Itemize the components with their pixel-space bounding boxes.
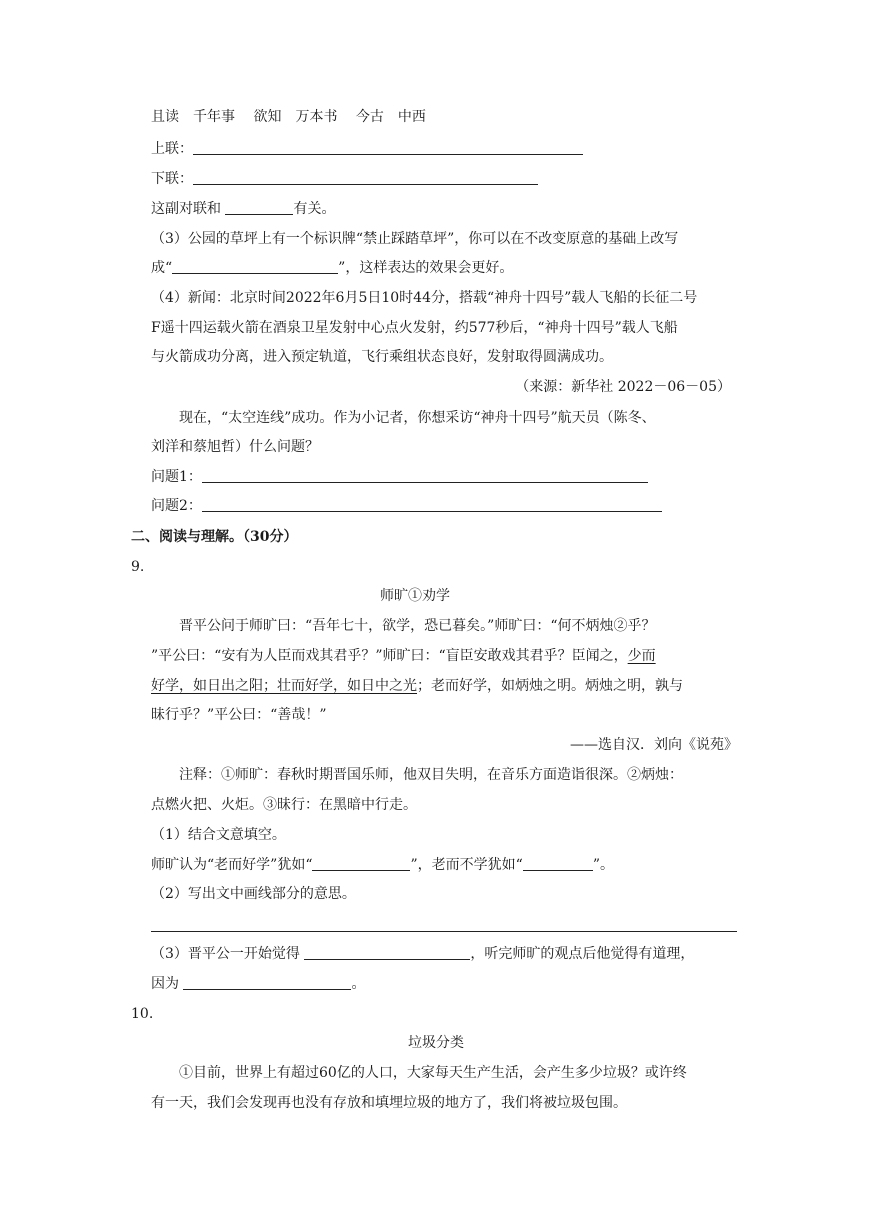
q9-title: 师旷①劝学 xyxy=(380,588,450,604)
q9-sub3-because: 因为 xyxy=(151,976,184,992)
q9-note-line2: 点燃火把、火炬。③昧行：在黑暗中行走。 xyxy=(151,797,417,813)
q3-line1: （3）公园的草坪上有一个标识牌“禁止踩踏草坪”，你可以在不改变原意的基础上改写 xyxy=(151,231,679,247)
q4-question1-label: 问题1： xyxy=(151,469,202,485)
q9-sub3-line2 xyxy=(151,974,365,994)
lower-couplet-line xyxy=(151,169,538,189)
q9-fill-blank2[interactable] xyxy=(523,856,593,871)
q3-line2 xyxy=(151,258,513,278)
q9-sub3-post: ，听完师旷的观点后他觉得有道理， xyxy=(470,946,695,962)
couplet-related-blank[interactable] xyxy=(225,200,293,215)
q9-sub2-answer-line[interactable] xyxy=(151,931,737,932)
q3-rewrite-blank[interactable] xyxy=(172,259,338,274)
q4-line3: 与火箭成功分离，进入预定轨道，飞行乘组状态良好，发射取得圆满成功。 xyxy=(151,349,613,365)
q9-sub3-line1 xyxy=(151,944,694,964)
q9-para-line4: 昧行乎？”平公曰：“善哉！” xyxy=(151,707,327,723)
q9-fill-mid: ”，老而不学犹如“ xyxy=(410,857,523,873)
upper-couplet-line xyxy=(151,139,583,159)
q9-fill-pre: 师旷认为“老而好学”犹如“ xyxy=(151,857,313,873)
couplet-related-pre: 这副对联和 xyxy=(151,201,226,217)
q4-question2-label: 问题2： xyxy=(151,498,202,514)
q9-fill-blank1[interactable] xyxy=(312,856,410,871)
q9-sub3-pre: （3）晋平公一开始觉得 xyxy=(151,946,305,962)
couplet-words: 且读 千年事 欲知 万本书 今古 中西 xyxy=(151,109,426,125)
q9-source: ——选自汉．刘向《说苑》 xyxy=(570,737,738,753)
lower-couplet-label: 下联： xyxy=(151,171,193,187)
q9-note-line1: 注释：①师旷：春秋时期晋国乐师，他双目失明，在音乐方面造诣很深。②炳烛： xyxy=(179,767,683,783)
q9-para-line2 xyxy=(151,646,656,666)
q9-sub3-end: 。 xyxy=(351,976,366,992)
q9-sub2: （2）写出文中画线部分的意思。 xyxy=(151,886,356,902)
lower-couplet-blank[interactable] xyxy=(193,170,538,185)
upper-couplet-label: 上联： xyxy=(151,141,193,157)
q9-underlined-passage: 好学，如日出之阳；壮而好学，如日中之光 xyxy=(151,678,417,694)
q4-question1-blank[interactable] xyxy=(202,468,648,483)
q4-source: （来源：新华社 2022－06－05） xyxy=(515,379,731,395)
q9-fill-post: ”。 xyxy=(592,857,614,873)
upper-couplet-blank[interactable] xyxy=(193,140,583,155)
q3-line2-pre: 成“ xyxy=(151,260,173,276)
q3-line2-post: ”，这样表达的效果会更好。 xyxy=(338,260,514,276)
q9-underlined-start: 少而 xyxy=(627,648,656,664)
q4-question2-blank[interactable] xyxy=(202,497,662,512)
q9-sub3-blank1[interactable] xyxy=(304,945,470,960)
q9-number: 9. xyxy=(131,559,145,575)
q10-para-line1: ①目前，世界上有超过60亿的人口，大家每天生产生活，会产生多少垃圾？或许终 xyxy=(179,1065,687,1081)
q4-prompt1: 现在，“太空连线”成功。作为小记者，你想采访“神舟十四号”航天员（陈冬、 xyxy=(179,410,656,426)
q4-line2: F遥十四运载火箭在酒泉卫星发射中心点火发射，约577秒后，“神舟十四号”载人飞船 xyxy=(151,320,678,336)
q4-question2-line xyxy=(151,496,662,516)
q10-para-line2: 有一天，我们会发现再也没有存放和填埋垃圾的地方了，我们将被垃圾包围。 xyxy=(151,1095,627,1111)
q9-sub1: （1）结合文意填空。 xyxy=(151,827,286,843)
q9-sub3-blank2[interactable] xyxy=(183,975,351,990)
q4-line1: （4）新闻：北京时间2022年6月5日10时44分，搭载“神舟十四号”载人飞船的长征二号 xyxy=(151,290,698,306)
q9-fill-line xyxy=(151,855,614,875)
couplet-related-post: 有关。 xyxy=(293,201,336,217)
q9-para-line2-text: ”平公曰：“安有为人臣而戏其君乎？”师旷曰：“盲臣安敢戏其君乎？臣闻之， xyxy=(151,648,628,664)
q10-number: 10. xyxy=(131,1006,154,1022)
q9-para-line3 xyxy=(151,676,683,696)
q9-para-line3-rest: ；老而好学，如炳烛之明。炳烛之明，孰与 xyxy=(417,678,683,694)
couplet-related-line xyxy=(151,199,335,219)
q4-question1-line xyxy=(151,467,648,487)
section2-heading: 二、阅读与理解。（30分） xyxy=(131,529,298,545)
q9-para-line1: 晋平公问于师旷曰：“吾年七十，欲学，恐已暮矣。”师旷曰：“何不炳烛②乎？ xyxy=(179,618,656,634)
q10-title: 垃圾分类 xyxy=(408,1035,464,1051)
q4-prompt2: 刘洋和蔡旭哲）什么问题？ xyxy=(151,439,319,455)
